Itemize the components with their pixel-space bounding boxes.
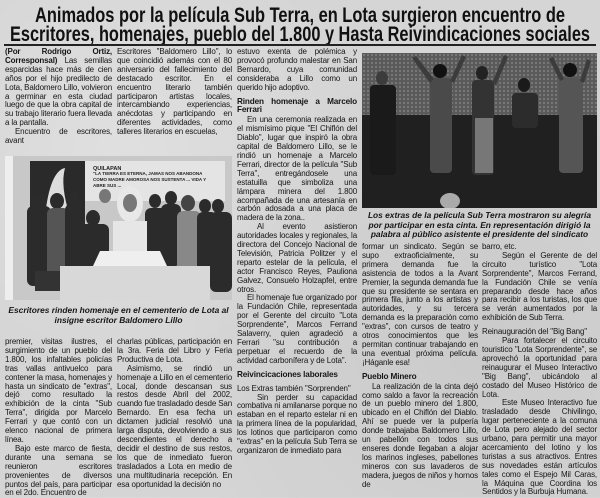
cemetery-photo [5,156,232,300]
paragraph: Según el Gerente de del circuito turístico "Lota Sorprendente", Marcos Ferrand, la Fundación Chile se venía preparando desde hace años para recibir a los turistas, los que se verán aumentados por la exhibición de Sub Terra. [482,250,597,323]
section-heading-reivindicaciones: Reivincicaciones laborales [237,369,338,379]
headline-rule [4,44,596,46]
extras-stage-photo [362,53,597,208]
paragraph: estuvo exenta de polémica y provocó profundo malestar en San Bernardo, cuya comunidad consideraba a Lillo como un querido hijo adoptivo. [237,47,357,92]
column-1-top [5,48,112,146]
headline [0,2,600,44]
sign-text: "LA TIERRA ES ETERNA, JAMAS NOS ABANDONA COMO MADRE AMOROSA NOS SUSTENTA ... VIDA Y ABRE SUS ... [93,171,207,188]
column-1-bottom [5,338,112,498]
column-4 [362,243,478,489]
cemetery-photo-caption: Escritores rinden homenaje en el cementerio de Lota al insigne escritor Baldomero Lillo [8,305,229,325]
paragraph: formar un sindicato. Según se supo extraoficialmente, su primera demanda fue la asistencia de todos a la Avant Premier, la segunda demanda fue que su presidente se sentara en primera fila, junto a los artistas y autoridades, y su tercera demanda es la preparación como "extras", con cursos de teatro y otros conocimientos que les permitan continuar trabajando en una eventual próxima película. ¡Háganle esa! [362,242,478,367]
paragraph: Asimismo, se rindió un homenaje a Lillo en el cementerio Local, donde descansan sus restos desde Abril del 2002, cuando fue trasladado desde San Bernardo. En esa fecha un dictamen judicial resolvió una larga disputa, devolviendo a sus descendientes el derecho a decidir el destino de sus restos, los que de inmediato fueron trasladados a Lota en medio de una multitudinaria recepción. En esa oportunidad la decisión no [117,363,232,489]
paragraph: La realización de la cinta dejó como saldo a favor la recreación de un pueblo minero del 1.800, ubicado en el Chiflón del Diablo. Ahí se puede ver la pulpería donde trabajaba Baldomero Lillo, un pabellón con todos sus enseres donde llegaban a alojar los marinos ingleses, pabellones mineros con sus lavaderos de madera, juegos de niños y hornos de [362,381,478,489]
byline: (Por Rodrigo Ortiz, Corresponsal) [5,47,112,65]
paragraph: El homenaje fue organizado por la Fundación Chile, representada por el Gerente del circuito "Lota Sorprendente", Marcos Ferrand Salaverry, quien agradeció a Ferrari "su contribución a perpetuar el recuerdo de la actividad carbonífera y de Lota". [237,293,357,365]
section-heading-homenaje: Rinden homenaje a Marcelo Ferrari [237,96,357,115]
column-2-bottom [117,338,232,489]
sign-title: QUILAPAN [93,166,122,172]
paragraph: premier, visitas ilustres, el surgimiento de un pueblo del 1.800, los infaltables policías tras vallas antivuelco para contener la masa, homenajes y hasta un sindicato de "extras", dejó como resultado la exhibición de la cinta "Sub Terra", dirigida por Marcelo Ferrari y que contó con un elenco nacional de primera línea. [5,337,112,444]
column-2-top [117,48,232,137]
paragraph: charlas públicas, participación en la 3ra. Feria del Libro y Feria Productiva de Lota. [117,337,232,364]
paragraph: Encuentro de escritores, avant [5,127,112,146]
paragraph: Las semillas esparcidas hace más de cien años por el hijo predilecto de Lota, Baldomero Lillo, volvieron a germinar en esta ciudad luego de que la obra capital de su trabajo literario fuera llevada a la pantalla. [5,55,112,128]
paragraph: barro, etc. [482,242,517,251]
paragraph: Al evento asistieron autoridades locales y regionales, la directora del Concejo Nacional de Televisión, Patricia Politzer y el reparto estelar de la película, el actor Francisco Reyes, Pauliona Galvez, Consuelo Holzapfel, entre otros. [237,222,357,294]
paragraph: Para fortalecer el circuito touristico "Lota Sorprendente", se aprovechó la oportunidad para reinaugurar el Museo Interactivo "Big Bang", ubicándolo al costado del Museo Histórico de Lota. [482,336,597,399]
column-3 [237,48,357,456]
paragraph: En una ceremonia realizada en el mismísimo pique "El Chiflón del Diablo", lugar que inspiró la obra capital de Baldomero Lillo, se le rindió un homenaje a Marcelo Ferrari, director de la película "Sub Terra", entregándosele una estatuilla que simboliza una lámpara minera del 1.800 acompañada de una artesanía en carbón adosada a una placa de madera de la zona.. [237,115,357,223]
column-5 [482,243,597,497]
subheading-big-bang: Reinauguración del "Big Bang" [482,327,587,337]
paragraph: Bajo este marco de fiesta, durante una semana se reunieron escritores provenientes de diversos puntos del país, para participar en el 2do. Encuentro de [5,443,112,498]
subheading-extras: Los Extras también "Sorprenden" [237,383,351,393]
extras-photo-caption: Los extras de la película Sub Terra mostraron su alegría por participar en esta cinta. En representación dirigió la palabra al público asistente el presidente del sindicato [367,210,592,240]
headline-line-2: Escritores, homenajes, pueblo del 1.800 y Hasta Reivindicaciones sociales [10,23,590,44]
section-heading-pueblo-minero: Pueblo Minero [362,371,417,381]
paragraph: Este Museo Interactivo fue trasladado desde Chivilingo, lugar perteneciente a la comuna de Lota pero alejado del sector urbano, para permitir una mayor acercamiento del lotino y los turistas a sus atractivos. Entres sus novedades están artículos tales como el Espejo Mil Caras, la Máquina que Coordina los Sentidos y la Burbuja Humana. [482,398,597,497]
headline-line-1: Animados por la película Sub Terra, en Lota surgieron encuentro de [35,4,565,27]
paragraph: Escritores "Baldomero Lillo", lo que coincidió además con el 80 aniversario del fallecimiento del destacado escritor. En el encuentro literario también participaron artistas locales, intercambiando experiencias, anécdotas y participando en diferentes actividades, como talleres literarios en escuelas, [117,47,232,137]
paragraph: Sin perder su capacidad combativa ni amilanarse porque no estaban en el reparto estelar ni en la primera línea de la popularidad, los lotinos que participaron como "extras" en la película Sub Terra se organizaron de inmediato para [237,392,357,455]
